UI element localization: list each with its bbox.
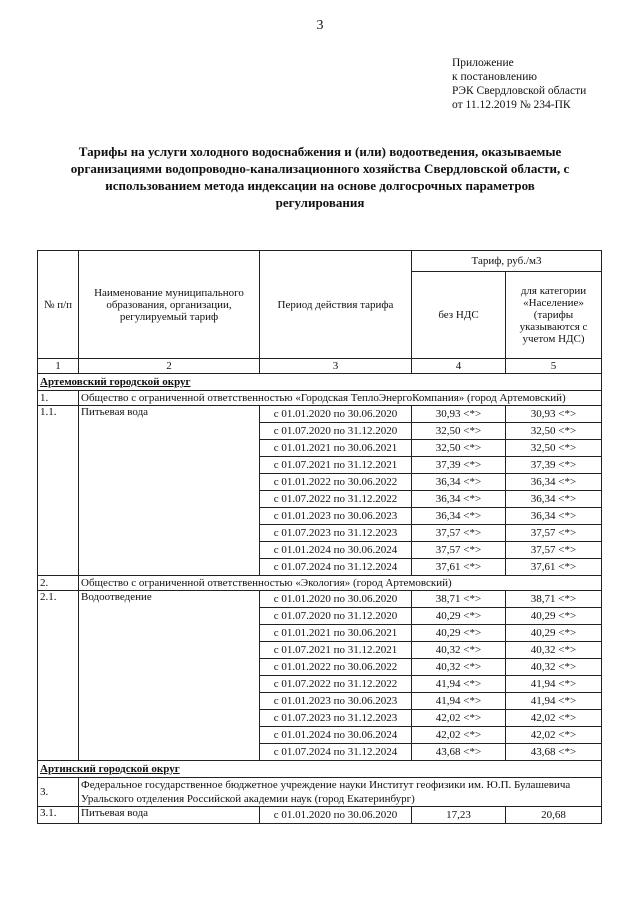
tariff-period: с 01.07.2020 по 31.12.2020: [260, 423, 412, 440]
organization-name: Федеральное государственное бюджетное учреждение науки Институт геофизики им. Ю.П. Булашевича Уральского отделения Российской академии наук (город Екатеринбург): [79, 778, 602, 807]
tariff-value-population: 37,57 <*>: [506, 525, 602, 542]
column-number: 2: [79, 359, 260, 374]
tariff-value-no-vat: 37,61 <*>: [412, 559, 506, 576]
tariff-table: [37, 250, 602, 824]
tariff-value-no-vat: 42,02 <*>: [412, 727, 506, 744]
organization-row: [38, 778, 602, 807]
tariff-value-no-vat: 41,94 <*>: [412, 693, 506, 710]
tariff-value-no-vat: 41,94 <*>: [412, 676, 506, 693]
tariff-value-no-vat: 37,39 <*>: [412, 457, 506, 474]
tariff-period: с 01.01.2021 по 30.06.2021: [260, 440, 412, 457]
tariff-period: с 01.07.2021 по 31.12.2021: [260, 642, 412, 659]
tariff-value-no-vat: 37,57 <*>: [412, 542, 506, 559]
tariff-period: с 01.01.2023 по 30.06.2023: [260, 693, 412, 710]
header-tariff: Тариф, руб./м3: [412, 251, 602, 272]
tariff-name: Водоотведение: [79, 591, 260, 761]
tariff-value-no-vat: 17,23: [412, 807, 506, 824]
appendix-line: к постановлению: [452, 71, 537, 83]
tariff-value-population: 38,71 <*>: [506, 591, 602, 608]
tariff-value-population: 41,94 <*>: [506, 676, 602, 693]
tariff-value-population: 40,32 <*>: [506, 659, 602, 676]
tariff-value-no-vat: 32,50 <*>: [412, 423, 506, 440]
tariff-value-no-vat: 40,29 <*>: [412, 608, 506, 625]
tariff-period: с 01.07.2022 по 31.12.2022: [260, 491, 412, 508]
tariff-period: с 01.01.2021 по 30.06.2021: [260, 625, 412, 642]
tariff-period: с 01.01.2023 по 30.06.2023: [260, 508, 412, 525]
tariff-period: с 01.01.2020 по 30.06.2020: [260, 406, 412, 423]
tariff-value-population: 36,34 <*>: [506, 508, 602, 525]
column-number: 3: [260, 359, 412, 374]
header-period: Период действия тарифа: [260, 251, 412, 359]
tariff-number: 3.1.: [38, 807, 79, 824]
tariff-value-no-vat: 30,93 <*>: [412, 406, 506, 423]
tariff-period: с 01.07.2024 по 31.12.2024: [260, 559, 412, 576]
appendix-line: Приложение: [452, 57, 514, 69]
organization-name: Общество с ограниченной ответственностью «Городская ТеплоЭнергоКомпания» (город Артемовский): [79, 391, 602, 406]
tariff-period: с 01.01.2022 по 30.06.2022: [260, 659, 412, 676]
appendix-line: РЭК Свердловской области: [452, 85, 587, 97]
tariff-value-population: 43,68 <*>: [506, 744, 602, 761]
tariff-value-no-vat: 37,57 <*>: [412, 525, 506, 542]
tariff-value-no-vat: 43,68 <*>: [412, 744, 506, 761]
page-number: 3: [316, 18, 324, 33]
tariff-row: [38, 406, 602, 423]
tariff-value-no-vat: 32,50 <*>: [412, 440, 506, 457]
organization-number: 1.: [38, 391, 79, 406]
tariff-period: с 01.01.2020 по 30.06.2020: [260, 591, 412, 608]
column-number: 4: [412, 359, 506, 374]
district-row: [38, 761, 602, 778]
tariff-period: с 01.01.2022 по 30.06.2022: [260, 474, 412, 491]
tariff-period: с 01.01.2020 по 30.06.2020: [260, 807, 412, 824]
header-no-vat: без НДС: [412, 272, 506, 359]
tariff-value-no-vat: 36,34 <*>: [412, 508, 506, 525]
tariff-value-population: 36,34 <*>: [506, 474, 602, 491]
tariff-value-population: 37,57 <*>: [506, 542, 602, 559]
organization-name: Общество с ограниченной ответственностью «Экология» (город Артемовский): [79, 576, 602, 591]
tariff-value-population: 42,02 <*>: [506, 727, 602, 744]
tariff-value-population: 37,61 <*>: [506, 559, 602, 576]
district-row: [38, 374, 602, 391]
tariff-value-population: 40,29 <*>: [506, 608, 602, 625]
tariff-number: 1.1.: [38, 406, 79, 576]
tariff-value-population: 40,29 <*>: [506, 625, 602, 642]
document-title: Тарифы на услуги холодного водоснабжения и (или) водоотведения, оказываемые организациями водопроводно-канализационного хозяйства Свердловской области, с использованием метода индексации на основе долгосрочных параметров регулирования: [70, 144, 570, 210]
tariff-period: с 01.07.2023 по 31.12.2023: [260, 525, 412, 542]
tariff-period: с 01.07.2023 по 31.12.2023: [260, 710, 412, 727]
tariff-period: с 01.07.2020 по 31.12.2020: [260, 608, 412, 625]
tariff-value-population: 41,94 <*>: [506, 693, 602, 710]
tariff-period: с 01.07.2021 по 31.12.2021: [260, 457, 412, 474]
tariff-row: [38, 591, 602, 608]
table-body: [38, 374, 602, 824]
header-name: Наименование муниципального образования, организации, регулируемый тариф: [79, 251, 260, 359]
header-population: для категории «Население» (тарифы указываются с учетом НДС): [506, 272, 602, 359]
organization-row: [38, 391, 602, 406]
tariff-value-no-vat: 36,34 <*>: [412, 474, 506, 491]
column-number: 5: [506, 359, 602, 374]
tariff-period: с 01.01.2024 по 30.06.2024: [260, 727, 412, 744]
column-number: 1: [38, 359, 79, 374]
tariff-value-population: 32,50 <*>: [506, 440, 602, 457]
tariff-value-population: 32,50 <*>: [506, 423, 602, 440]
appendix-block: [452, 56, 586, 112]
tariff-name: Питьевая вода: [79, 807, 260, 824]
tariff-period: с 01.07.2022 по 31.12.2022: [260, 676, 412, 693]
tariff-value-population: 40,32 <*>: [506, 642, 602, 659]
header-num: № п/п: [38, 251, 79, 359]
tariff-value-no-vat: 40,29 <*>: [412, 625, 506, 642]
organization-number: 2.: [38, 576, 79, 591]
tariff-row: [38, 807, 602, 824]
tariff-name: Питьевая вода: [79, 406, 260, 576]
organization-row: [38, 576, 602, 591]
tariff-value-no-vat: 42,02 <*>: [412, 710, 506, 727]
tariff-value-no-vat: 40,32 <*>: [412, 642, 506, 659]
appendix-line: от 11.12.2019 № 234-ПК: [452, 99, 571, 111]
district-name: Артемовский городской округ: [38, 374, 602, 391]
tariff-value-population: 20,68: [506, 807, 602, 824]
tariff-number: 2.1.: [38, 591, 79, 761]
tariff-period: с 01.07.2024 по 31.12.2024: [260, 744, 412, 761]
tariff-period: с 01.01.2024 по 30.06.2024: [260, 542, 412, 559]
tariff-value-population: 30,93 <*>: [506, 406, 602, 423]
tariff-value-no-vat: 36,34 <*>: [412, 491, 506, 508]
tariff-value-population: 37,39 <*>: [506, 457, 602, 474]
organization-number: 3.: [38, 778, 79, 807]
tariff-value-no-vat: 40,32 <*>: [412, 659, 506, 676]
tariff-value-no-vat: 38,71 <*>: [412, 591, 506, 608]
tariff-value-population: 42,02 <*>: [506, 710, 602, 727]
district-name: Артинский городской округ: [38, 761, 602, 778]
tariff-value-population: 36,34 <*>: [506, 491, 602, 508]
